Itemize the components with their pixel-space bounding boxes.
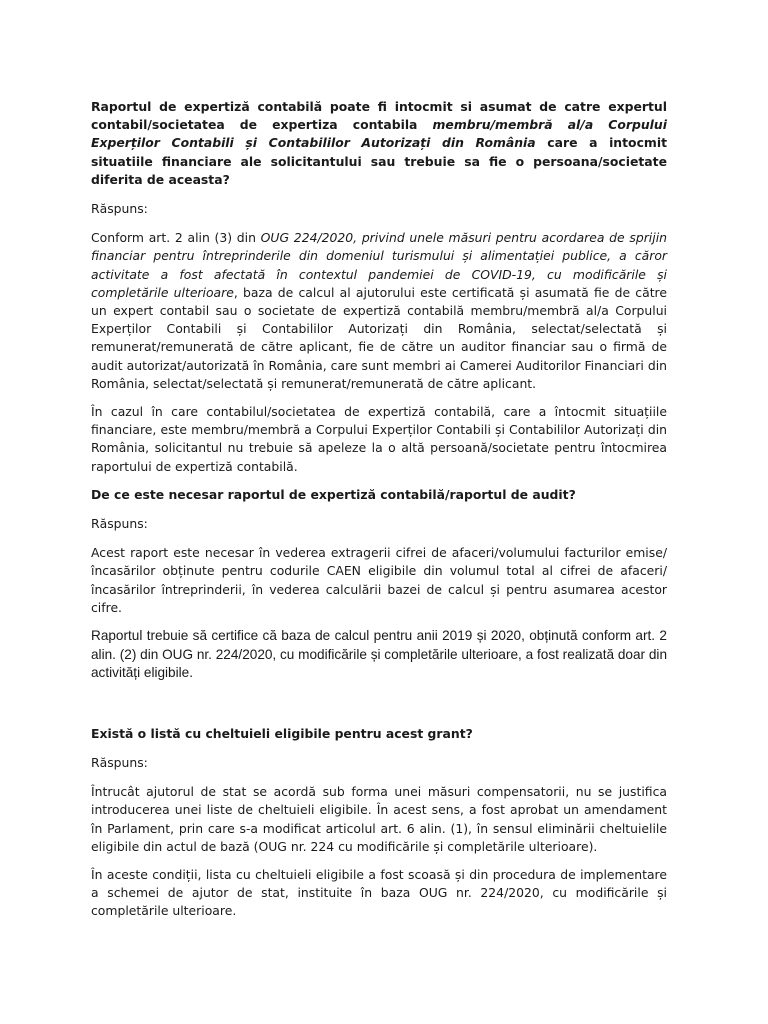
answer-1-paragraph-1 (91, 229, 667, 393)
answer-3-paragraph-2: În aceste condiții, lista cu cheltuieli eligibile a fost scoasă și din procedura de implementare a schemei de ajutor de stat, instituite în baza OUG nr. 224/2020, cu modificările și completările ulterioare. (91, 867, 667, 919)
question-1-lead: Raportul de expertiză contabilă poate fi intocmit si asumat de catre expertul contabil/societatea de expertiza contabila (91, 99, 667, 133)
answer-1-p1-start: Conform art. 2 alin (3) din (91, 230, 261, 246)
document-page (91, 98, 667, 931)
question-1-tail: care a intocmit situatiile financiare ale solicitantului sau trebuie sa fie o persoana/societate diferita de aceasta? (91, 135, 667, 187)
answer-2-paragraph-1: Acest raport este necesar în vederea extragerii cifrei de afaceri/volumului facturilor emise/încasărilor obținute pentru codurile CAEN eligibile din volumul total al cifrei de afaceri/încasărilor întreprinderii, în vederea calculării bazei de calcul și pentru asumarea acestor cifre. (91, 545, 667, 615)
answer-1-p1-italic: OUG 224/2020, privind unele măsuri pentru acordarea de sprijin financiar pentru întreprinderile din domeniul turismului și alimentației publice, a căror activitate a fost afectată în contextul pandemiei de COVID-19, cu modificările și completările ulterioare (91, 230, 667, 300)
answer-label-1: Răspuns: (91, 201, 148, 217)
answer-label-3: Răspuns: (91, 755, 148, 771)
answer-2-paragraph-2: Raportul trebuie să certifice că baza de calcul pentru anii 2019 și 2020, obținută conform art. 2 alin. (2) din OUG nr. 224/2020, cu modificările și completările ulterioare, a fost realizată doar din activități eligibile. (91, 628, 667, 681)
section-spacer (91, 693, 667, 725)
answer-label-2: Răspuns: (91, 516, 148, 532)
answer-3-paragraph-1: Întrucât ajutorul de stat se acordă sub forma unei măsuri compensatorii, nu se justifica introducerea unei liste de cheltuieli eligibile. În acest sens, a fost aprobat un amendament în Parlament, prin care s-a modificat articolul art. 6 alin. (1), în sensul eliminării cheltuielile eligibile din actul de bază (OUG nr. 224 cu modificările și completările ulterioare). (91, 784, 667, 854)
answer-1-paragraph-2: În cazul în care contabilul/societatea de expertiză contabilă, care a întocmit situațiile financiare, este membru/membră a Corpului Experților Contabili și Contabililor Autorizați din România, solicitantul nu trebuie să apeleze la o altă persoană/societate pentru întocmirea raportului de expertiză contabilă. (91, 404, 667, 474)
question-1 (91, 98, 667, 189)
question-1-italic: membru/membră al/a Corpului Experților Contabili și Contabililor Autorizați din România (91, 117, 667, 151)
answer-1-p1-end: , baza de calcul al ajutorului este certificată și asumată fie de către un expert contabil sau o societate de expertiză contabilă membru/membră al/a Corpului Experților Contabili și Contabililor Autorizați din România, selectat/selectată și remunerat/remunerată de către aplicant, fie de către un auditor financiar sau o firmă de audit autorizat/autorizată în România, care sunt membri ai Camerei Auditorilor Financiari din România, selectat/selectată și remunerat/remunerată de către aplicant. (91, 284, 668, 391)
question-3: Există o listă cu cheltuieli eligibile pentru acest grant? (91, 725, 473, 741)
question-2: De ce este necesar raportul de expertiză contabilă/raportul de audit? (91, 486, 576, 502)
